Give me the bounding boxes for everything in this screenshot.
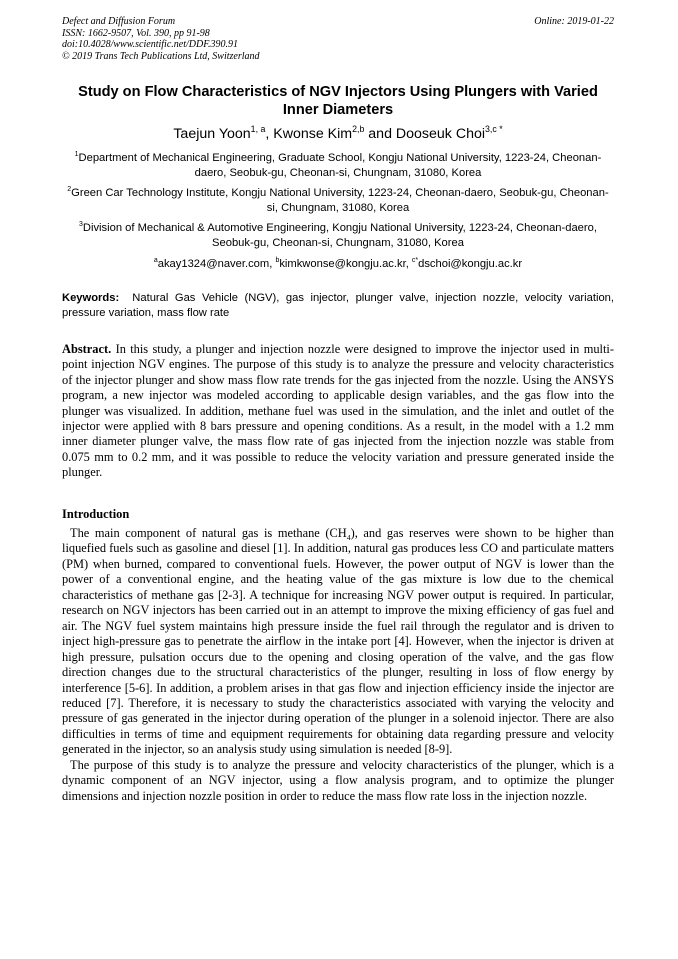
journal-issn: ISSN: 1662-9507, Vol. 390, pp 91-98	[62, 27, 210, 39]
introduction-paragraph-1	[62, 526, 614, 758]
abstract-block	[62, 342, 614, 481]
journal-doi: doi:10.4028/www.scientific.net/DDF.390.91	[62, 39, 239, 50]
paper-title: Study on Flow Characteristics of NGV Injectors Using Plungers with Varied Inner Diameters	[78, 84, 598, 118]
email-address: akay1324@naver.com	[157, 258, 270, 270]
author-name: Taejun Yoon	[173, 126, 251, 142]
paragraph-text: ), and gas reserves were shown to be higher than liquefied fuels such as gasoline and diesel [1]. In addition, natural gas produces less CO and particulate matters (PM) when burned, compared to conventional fuels. However, the power output of NGV is lower than the power of a conventional engine, and the heating value of the gas mixture is low due to the chemical characteristics of methane gas [2-3]. A technique for increasing NGV power output is required. In particular, research on NGV injectors has been carried out in an attempt to improve the mixing efficiency of gas fuel and air. The NGV fuel system maintains high pressure inside the fuel rail through the regulator and is driven to inject high-pressure gas to penetrate the airflow in the intake port [4]. However, when the injector is driven at high pressure, pulsation occurs due to the opening and closing operation of the valve, and the gas flow direction changes due to the structural characteristics of the plunger, resulting in loss of flow energy by interference [5-6]. In addition, a problem arises in that gas flow and injection efficiency inside the injector are reduced [7]. Therefore, it is necessary to study the characteristics associated with varying the velocity and pressure of gas generated in the injector during operation of the plunger in a solenoid injector. There are also difficulties in terms of time and equipment requirements for obtaining data regarding pressure and velocity generated in the injector, so an analysis study using simulation is needed [8-9].	[62, 526, 614, 757]
affiliation-number: 2	[67, 186, 72, 193]
affiliation-text: Department of Mechanical Engineering, Graduate School, Kongju National University, 1223-24, Cheonan-daero, Seobuk-gu, Cheonan-si, Chungnam, 31080, Korea	[78, 152, 602, 179]
author-name: Kwonse Kim	[273, 126, 353, 142]
email-mark: c*	[411, 257, 419, 264]
journal-copyright: © 2019 Trans Tech Publications Ltd, Switzerland	[62, 50, 260, 62]
abstract-label: Abstract.	[62, 342, 112, 356]
keywords-block	[62, 291, 614, 321]
journal-metadata	[62, 16, 260, 62]
email-address: kimkwonse@kongju.ac.kr	[279, 258, 406, 270]
author-separator: ,	[265, 126, 274, 142]
affiliation-number: 3	[79, 221, 83, 228]
abstract-text: In this study, a plunger and injection nozzle were designed to improve the injector used in multi-point injection NGV engines. The purpose of this study is to analyze the pressure and velocity characteristics of the injector plunger and show mass flow rate trends for the gas injected from the nozzle. Using the ANSYS program, a new injector was modeled according to applicable design variables, and the gas flow into the plunger was visualized. In addition, methane fuel was used in the simulation, and the inlet and outlet of the injector were applied with 8 bars pressure and opening conditions. As a result, in the model with a 1.2 mm inner diameter plunger valve, the mass flow rate of gas injected from the injection nozzle was stable from 0.075 mm to 0.2 mm, and it was possible to reduce the velocity variation and pressure generated inside the plunger.	[62, 342, 614, 480]
email-address: dschoi@kongju.ac.kr	[418, 258, 523, 270]
paragraph-text: The main component of natural gas is methane (CH	[70, 526, 347, 540]
email-mark: b	[275, 257, 280, 264]
introduction-paragraph-2: The purpose of this study is to analyze the pressure and velocity characteristics of the plunger, which is a dynamic component of an NGV injector, using a flow analysis program, and to optimize the plunger dimensions and injection nozzle position in order to reduce the mass flow rate loss in the injection nozzle.	[62, 757, 614, 803]
keywords-text: Natural Gas Vehicle (NGV), gas injector, plunger valve, injection nozzle, velocity variation, pressure variation, mass flow rate	[62, 292, 614, 319]
section-heading-introduction: Introduction	[62, 507, 130, 521]
email-separator: ,	[269, 258, 276, 270]
email-mark: a	[153, 257, 158, 264]
affiliation-text: Green Car Technology Institute, Kongju National University, 1223-24, Cheonan-daero, Seobuk-gu, Cheonan-si, Chungnam, 31080, Korea	[71, 187, 609, 214]
introduction-body	[62, 526, 614, 804]
affiliation-number: 1	[74, 151, 79, 158]
author-emails	[62, 257, 614, 272]
affiliation-2	[62, 186, 614, 216]
author-separator: and	[364, 126, 396, 142]
email-separator: ,	[405, 258, 412, 270]
author-affiliation-mark: 1, a	[250, 124, 266, 134]
author-affiliation-mark: 3,c *	[485, 124, 503, 134]
author-affiliation-mark: 2,b	[352, 124, 365, 134]
journal-name: Defect and Diffusion Forum	[62, 16, 176, 27]
subscript: 4	[346, 533, 351, 542]
affiliation-1	[62, 151, 614, 181]
author-name: Dooseuk Choi	[395, 126, 486, 142]
online-date: Online: 2019-01-22	[534, 16, 614, 27]
author-list	[62, 125, 614, 143]
affiliation-3	[62, 221, 614, 251]
keywords-label: Keywords:	[62, 292, 120, 304]
affiliation-text: Division of Mechanical & Automotive Engineering, Kongju National University, 1223-24, Cheonan-daero, Seobuk-gu, Cheonan-si, Chungnam, 31080, Korea	[82, 222, 597, 249]
